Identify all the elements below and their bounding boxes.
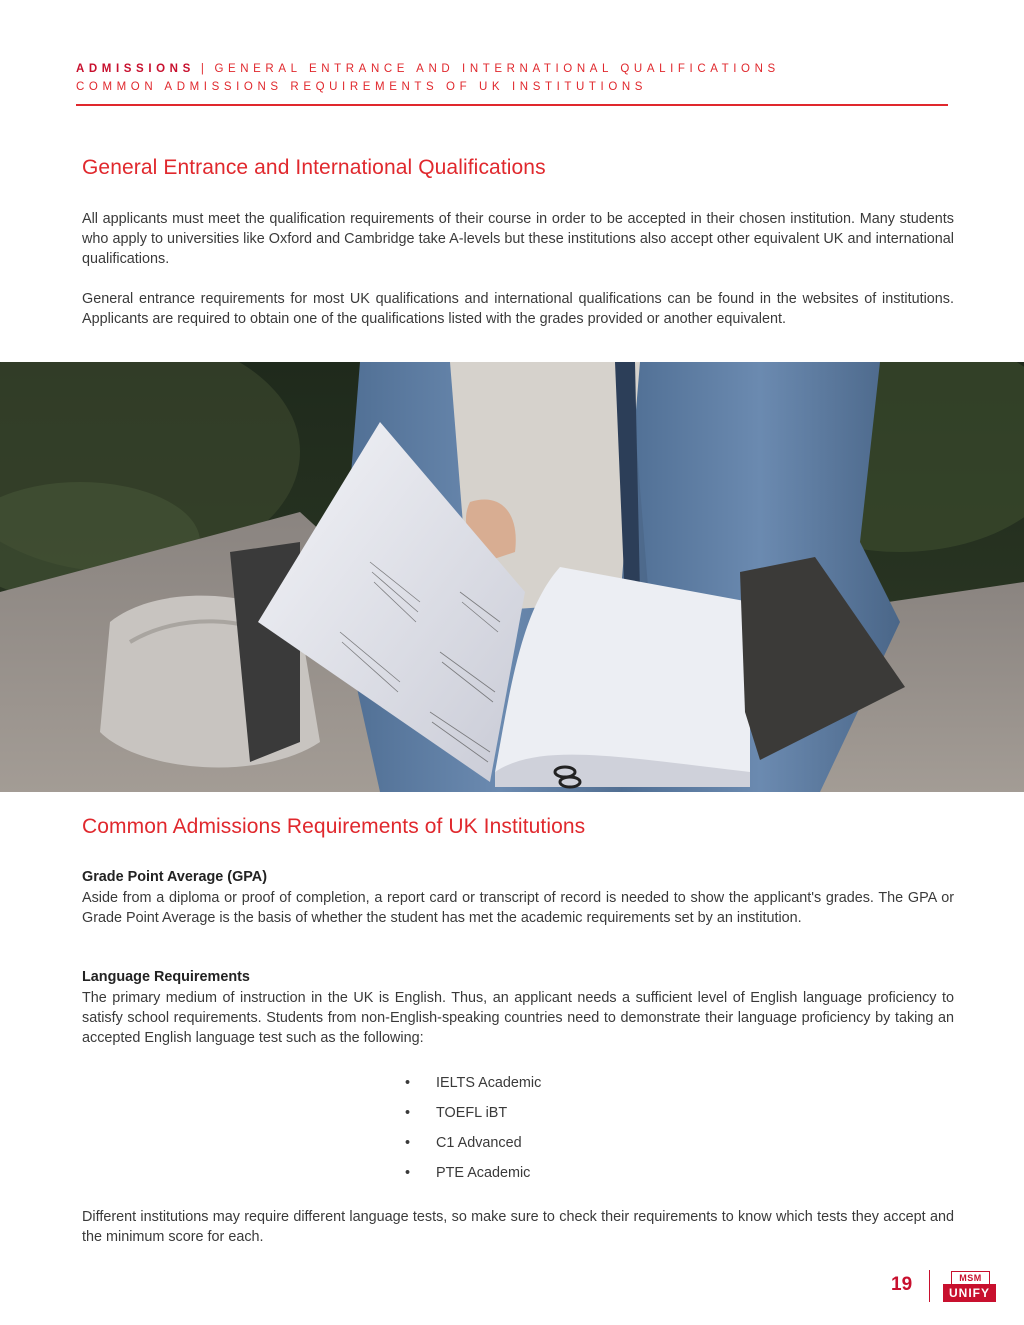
running-header <box>76 60 948 96</box>
test-name: IELTS Academic <box>436 1075 542 1091</box>
closing-paragraph: Different institutions may require different language tests, so make sure to check their requirements to know which tests they accept and the minimum score for each. <box>82 1209 954 1245</box>
language-heading: Language Requirements <box>82 969 250 985</box>
msm-unify-logo <box>943 1271 996 1302</box>
list-item <box>400 1131 541 1161</box>
gpa-paragraph: Aside from a diploma or proof of completion, a report card or transcript of record is needed to show the applicant's grades. The GPA or Grade Point Average is the basis of whether the student has met the academic requirements set by an institution. <box>82 890 954 926</box>
test-name: C1 Advanced <box>436 1135 522 1151</box>
header-topic-2: COMMON ADMISSIONS REQUIREMENTS OF UK INSTITUTIONS <box>76 81 648 93</box>
language-paragraph: The primary medium of instruction in the UK is English. Thus, an applicant needs a sufficient level of English language proficiency to satisfy school requirements. Students from non-English-speaking countries need to demonstrate their language proficiency by taking an accepted English language test such as the following: <box>82 990 954 1046</box>
header-topic-1: GENERAL ENTRANCE AND INTERNATIONAL QUALIFICATIONS <box>214 63 780 75</box>
test-name: PTE Academic <box>436 1165 531 1181</box>
qualifications-paragraph-2: General entrance requirements for most UK qualifications and international qualifications can be found in the websites of institutions. Applicants are required to obtain one of the qualifications listed with the grades provided or another equivalent. <box>82 291 954 327</box>
bullet: • <box>405 1105 411 1121</box>
section-title-uk-requirements: Common Admissions Requirements of UK Institutions <box>82 815 586 838</box>
footer-divider <box>929 1270 930 1302</box>
test-name: TOEFL iBT <box>436 1105 508 1121</box>
list-item <box>400 1071 541 1101</box>
header-divider <box>76 104 948 106</box>
bullet: • <box>405 1075 411 1091</box>
section-title-qualifications: General Entrance and International Qualifications <box>82 156 546 179</box>
logo-bottom-text: UNIFY <box>943 1284 996 1302</box>
qualifications-paragraph-1: All applicants must meet the qualification requirements of their course in order to be accepted in their chosen institution. Many students who apply to universities like Oxford and Cambridge take A-levels but these institutions also accept other equivalent UK and international qualifications. <box>82 211 954 267</box>
student-reading-photo <box>0 362 1024 792</box>
header-line-1 <box>76 60 948 78</box>
list-item <box>400 1161 541 1191</box>
list-item <box>400 1101 541 1131</box>
page-number: 19 <box>891 1274 913 1295</box>
header-separator: | <box>200 63 209 75</box>
language-test-list <box>400 1071 541 1191</box>
logo-top-text: MSM <box>951 1271 990 1284</box>
bullet: • <box>405 1165 411 1181</box>
header-section: ADMISSIONS <box>76 63 195 75</box>
gpa-heading: Grade Point Average (GPA) <box>82 869 267 885</box>
bullet: • <box>405 1135 411 1151</box>
